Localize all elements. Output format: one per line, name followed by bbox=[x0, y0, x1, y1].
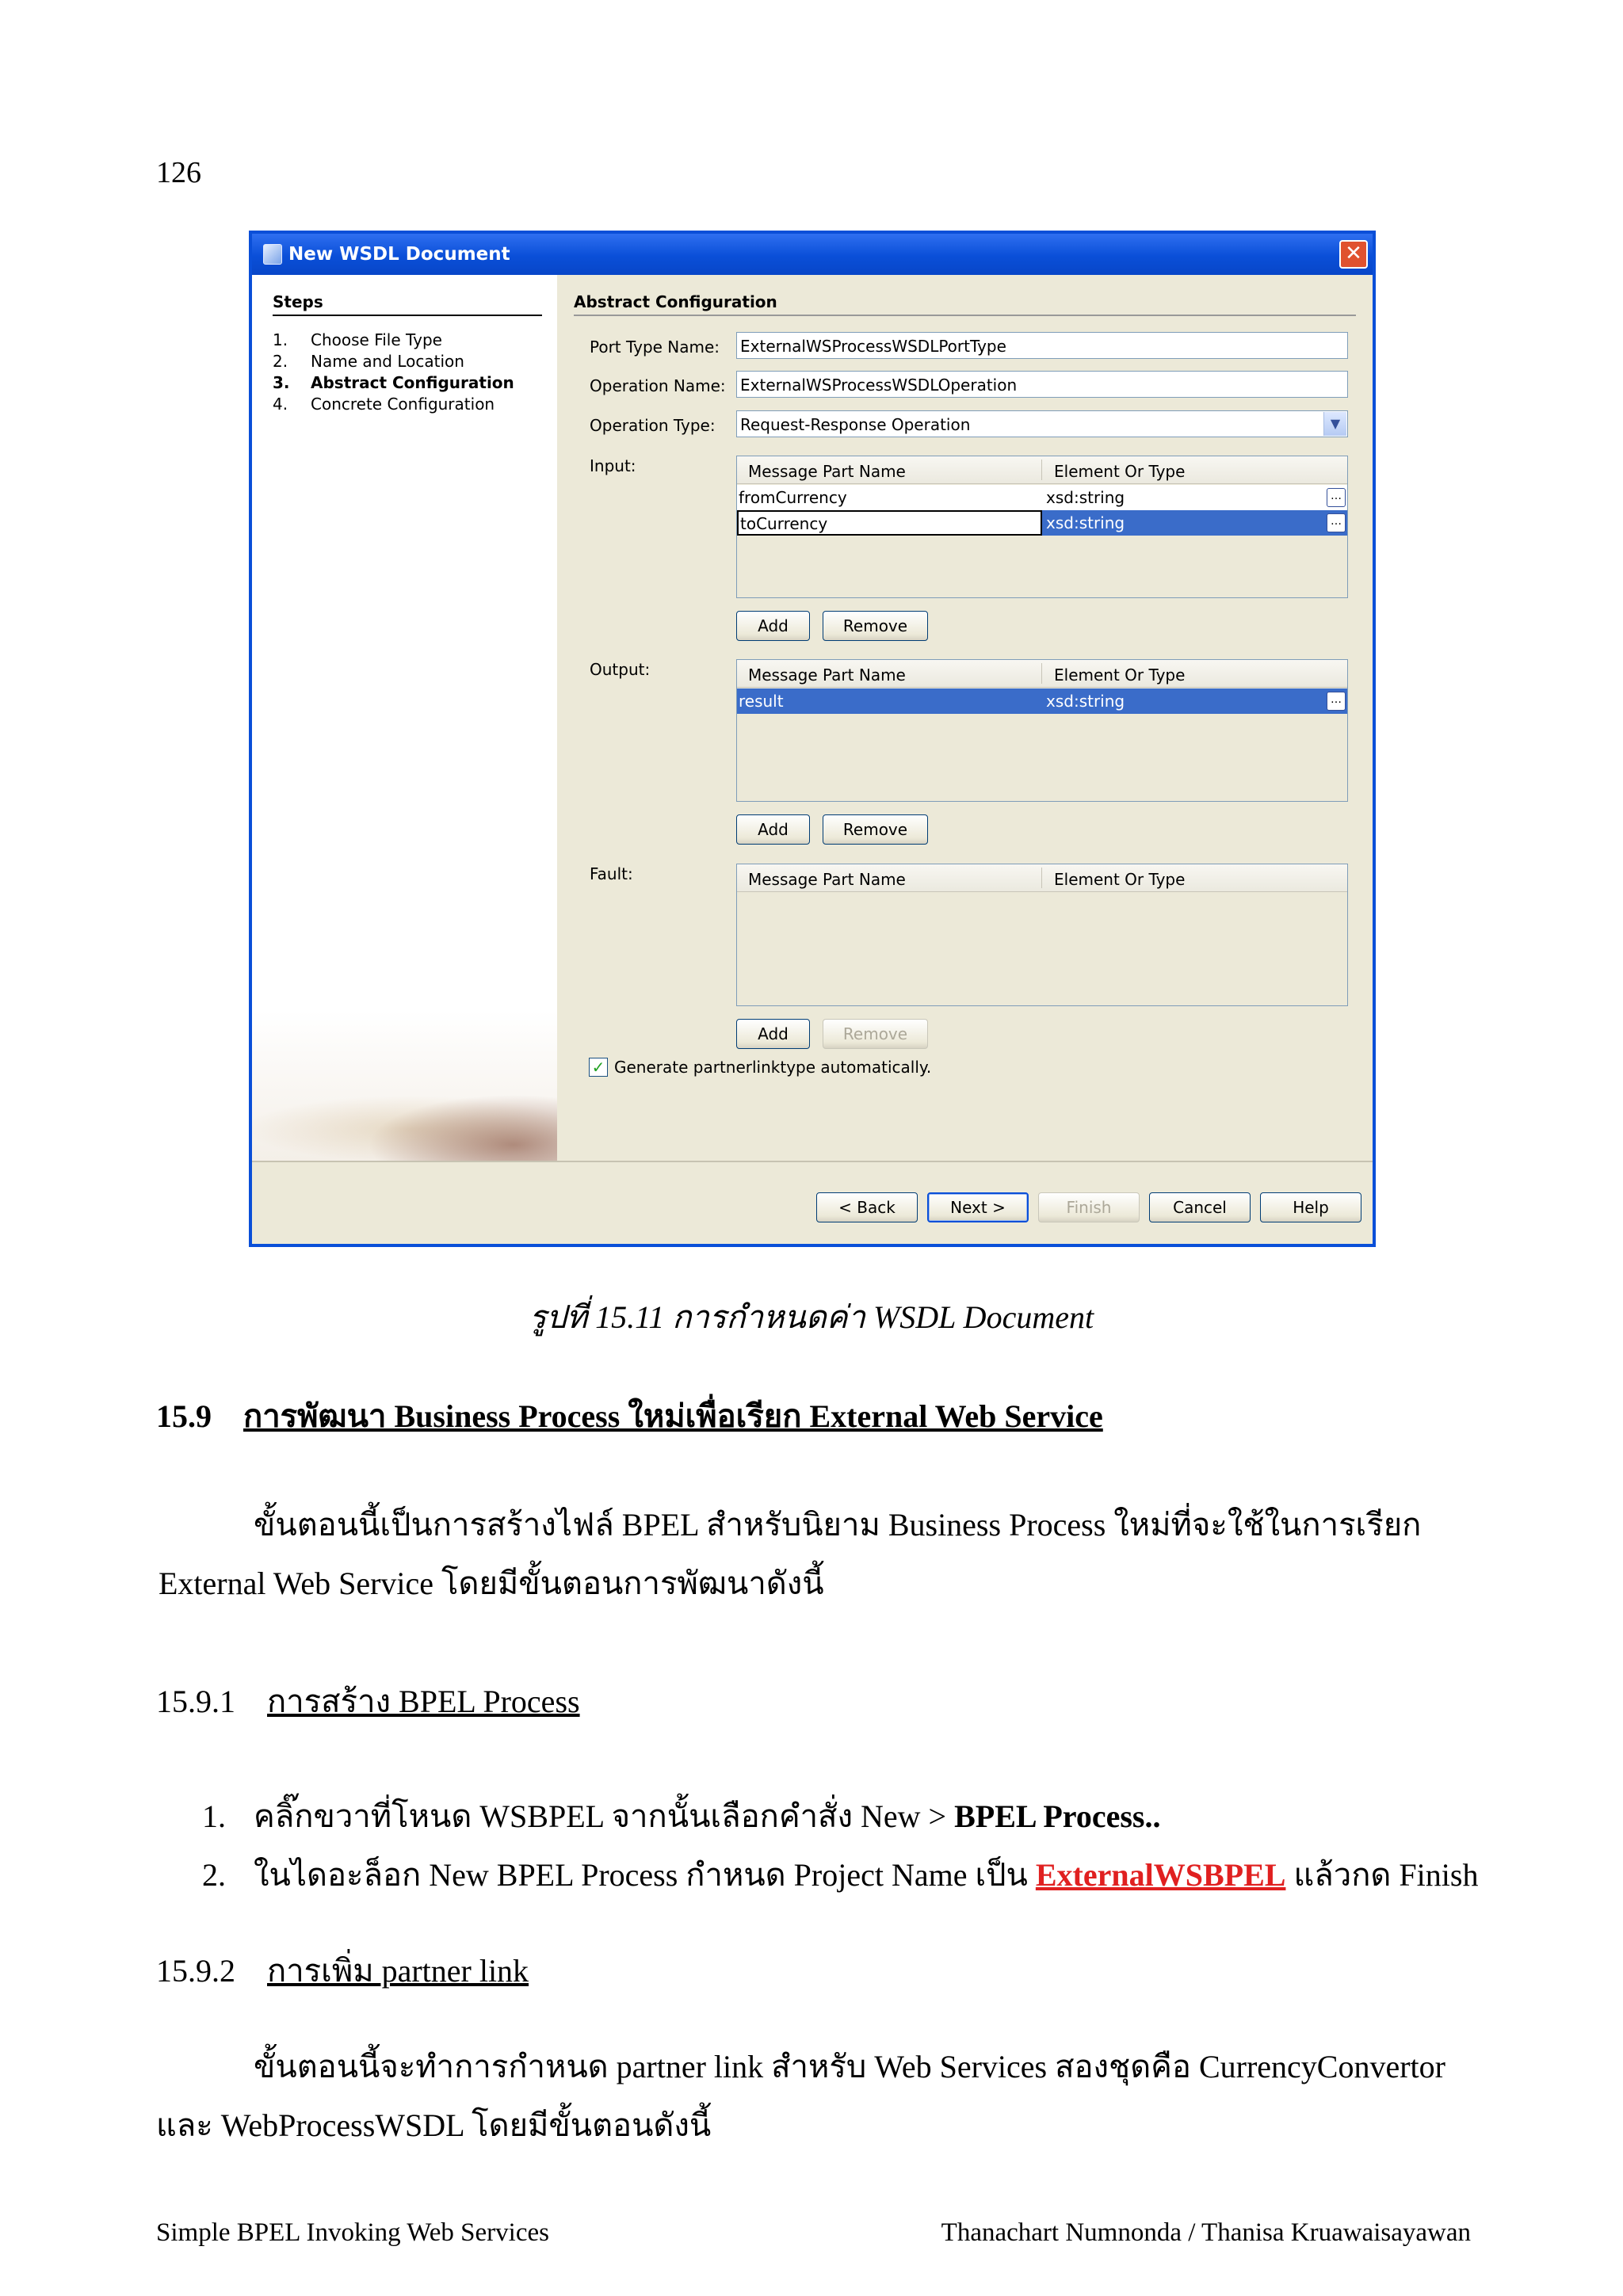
table-header bbox=[737, 660, 1347, 688]
port-type-input[interactable] bbox=[736, 332, 1348, 359]
operation-type-value: Request-Response Operation bbox=[740, 415, 971, 434]
subsection-heading-2 bbox=[156, 1945, 529, 1996]
list-text: ในไดอะล็อก New BPEL Process กำหนด Project Name เป็น bbox=[254, 1857, 1036, 1893]
step-number: 1. bbox=[273, 330, 288, 349]
part-name-cell[interactable]: result bbox=[739, 692, 784, 711]
steps-header: Steps bbox=[273, 292, 542, 316]
fault-add-button[interactable]: Add bbox=[736, 1019, 810, 1049]
table-header bbox=[737, 456, 1347, 484]
steps-panel bbox=[252, 275, 557, 1161]
subsection-heading-1 bbox=[156, 1676, 580, 1726]
footer-left: Simple BPEL Invoking Web Services bbox=[156, 2218, 549, 2247]
output-parts-table[interactable] bbox=[736, 659, 1348, 802]
list-item bbox=[202, 1791, 1160, 1841]
page-number: 126 bbox=[156, 156, 201, 189]
list-bold-text: BPEL Process.. bbox=[954, 1798, 1161, 1834]
dialog-button-bar bbox=[252, 1161, 1373, 1247]
step-number: 4. bbox=[273, 395, 288, 414]
port-type-value: ExternalWSProcessWSDLPortType bbox=[740, 337, 1006, 356]
operation-name-label: Operation Name: bbox=[590, 376, 726, 395]
part-name-edit-cell[interactable] bbox=[737, 510, 1042, 536]
section-heading bbox=[156, 1390, 1103, 1441]
step-item-concrete-configuration bbox=[273, 395, 495, 414]
part-name-cell[interactable]: fromCurrency bbox=[739, 488, 847, 507]
section-number: 15.9 bbox=[156, 1398, 212, 1434]
element-type-cell[interactable]: xsd:string bbox=[1046, 692, 1125, 711]
step-label: Name and Location bbox=[311, 352, 464, 371]
help-button[interactable]: Help bbox=[1260, 1192, 1361, 1222]
list-text: คลิ๊กขวาที่โหนด WSBPEL จากนั้นเลือกคำสั่ง New > bbox=[254, 1798, 955, 1834]
port-type-label: Port Type Name: bbox=[590, 338, 720, 357]
partner-link-paragraph-text: ขั้นตอนนี้จะทำการกำหนด partner link สำหรับ Web Services สองชุดคือ CurrencyConvertor และ WebProcessWSDL โดยมีขั้นตอนดังนี้ bbox=[156, 2049, 1445, 2143]
input-parts-table[interactable] bbox=[736, 456, 1348, 598]
generate-partnerlinktype-checkbox[interactable]: ✓ bbox=[589, 1058, 608, 1077]
operation-name-value: ExternalWSProcessWSDLOperation bbox=[740, 376, 1018, 395]
footer-right: Thanachart Numnonda / Thanisa Kruawaisayawan bbox=[941, 2218, 1471, 2247]
browse-ellipsis-icon[interactable]: … bbox=[1327, 692, 1346, 711]
output-remove-button[interactable]: Remove bbox=[823, 814, 928, 845]
wsdl-document-icon bbox=[263, 244, 282, 265]
column-header-element-type[interactable]: Element Or Type bbox=[1054, 870, 1186, 889]
table-row[interactable] bbox=[737, 510, 1347, 536]
intro-paragraph bbox=[158, 1496, 1474, 1613]
content-panel bbox=[557, 275, 1373, 1161]
decorative-swoosh-image bbox=[252, 1010, 557, 1161]
operation-type-label: Operation Type: bbox=[590, 416, 716, 435]
table-row[interactable] bbox=[737, 485, 1347, 510]
column-divider bbox=[1041, 868, 1042, 888]
operation-type-select[interactable] bbox=[736, 410, 1348, 437]
step-number: 3. bbox=[273, 373, 290, 392]
subsection-title: การเพิ่ม partner link bbox=[267, 1953, 529, 1989]
dialog-titlebar bbox=[252, 234, 1373, 275]
browse-ellipsis-icon[interactable]: … bbox=[1327, 488, 1346, 507]
step-number: 2. bbox=[273, 352, 288, 371]
list-number: 2. bbox=[202, 1857, 226, 1893]
operation-name-input[interactable] bbox=[736, 371, 1348, 398]
column-divider bbox=[1041, 663, 1042, 684]
subsection-title: การสร้าง BPEL Process bbox=[267, 1684, 580, 1719]
chevron-down-icon[interactable]: ▼ bbox=[1323, 412, 1346, 436]
column-header-part-name[interactable]: Message Part Name bbox=[748, 462, 906, 481]
step-label: Choose File Type bbox=[311, 330, 442, 349]
table-row[interactable] bbox=[737, 688, 1347, 714]
wsdl-dialog-screenshot bbox=[249, 231, 1376, 1247]
subsection-number: 15.9.1 bbox=[156, 1684, 235, 1719]
column-header-part-name[interactable]: Message Part Name bbox=[748, 870, 906, 889]
generate-partnerlinktype-label: Generate partnerlinktype automatically. bbox=[614, 1058, 932, 1077]
input-label: Input: bbox=[590, 456, 636, 475]
cancel-button[interactable]: Cancel bbox=[1149, 1192, 1251, 1222]
finish-button[interactable]: Finish bbox=[1038, 1192, 1140, 1222]
column-divider bbox=[1041, 460, 1042, 480]
step-item-abstract-configuration bbox=[273, 373, 514, 392]
step-item-name-and-location bbox=[273, 352, 464, 371]
element-type-cell[interactable]: xsd:string bbox=[1046, 488, 1125, 507]
part-name-cell: toCurrency bbox=[740, 514, 828, 533]
list-text: แล้วกด Finish bbox=[1285, 1857, 1479, 1893]
fault-parts-table[interactable] bbox=[736, 864, 1348, 1006]
input-remove-button[interactable]: Remove bbox=[823, 611, 928, 641]
fault-label: Fault: bbox=[590, 864, 633, 883]
browse-ellipsis-icon[interactable]: … bbox=[1327, 513, 1346, 532]
close-icon[interactable]: ✕ bbox=[1339, 240, 1368, 269]
back-button[interactable]: < Back bbox=[816, 1192, 918, 1222]
column-header-part-name[interactable]: Message Part Name bbox=[748, 666, 906, 685]
highlighted-project-name: ExternalWSBPEL bbox=[1035, 1857, 1286, 1893]
table-header bbox=[737, 864, 1347, 892]
fault-remove-button[interactable]: Remove bbox=[823, 1019, 928, 1049]
dialog-title: New WSDL Document bbox=[288, 244, 510, 265]
step-item-choose-file-type bbox=[273, 330, 442, 349]
subsection-number: 15.9.2 bbox=[156, 1953, 235, 1989]
column-header-element-type[interactable]: Element Or Type bbox=[1054, 462, 1186, 481]
input-add-button[interactable]: Add bbox=[736, 611, 810, 641]
step-label: Concrete Configuration bbox=[311, 395, 495, 414]
output-add-button[interactable]: Add bbox=[736, 814, 810, 845]
element-type-cell[interactable]: xsd:string bbox=[1046, 513, 1125, 532]
figure-caption: รูปที่ 15.11 การกำหนดค่า WSDL Document bbox=[529, 1299, 1094, 1335]
list-item bbox=[202, 1849, 1478, 1900]
partner-link-paragraph bbox=[156, 2038, 1487, 2155]
next-button[interactable]: Next > bbox=[927, 1192, 1029, 1222]
step-label: Abstract Configuration bbox=[311, 373, 514, 392]
output-label: Output: bbox=[590, 660, 651, 679]
section-title: Abstract Configuration bbox=[574, 292, 1356, 316]
list-number: 1. bbox=[202, 1798, 226, 1834]
intro-paragraph-text: ขั้นตอนนี้เป็นการสร้างไฟล์ BPEL สำหรับนิยาม Business Process ใหม่ที่จะใช้ในการเรียก External Web Service โดยมีขั้นตอนการพัฒนาดังนี้ bbox=[158, 1507, 1422, 1601]
section-title: การพัฒนา Business Process ใหม่เพื่อเรียก External Web Service bbox=[243, 1398, 1103, 1434]
column-header-element-type[interactable]: Element Or Type bbox=[1054, 666, 1186, 685]
